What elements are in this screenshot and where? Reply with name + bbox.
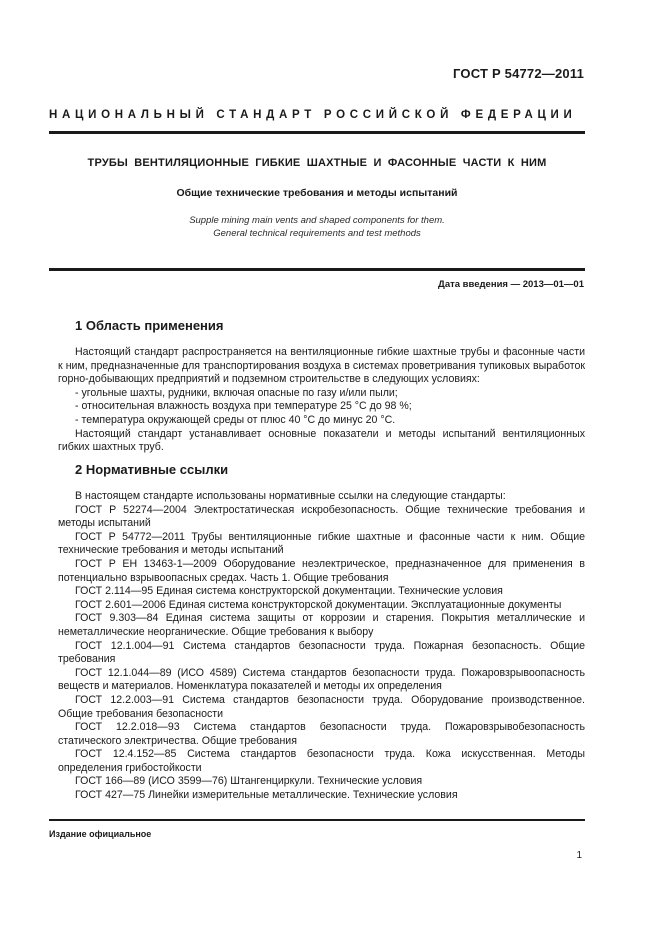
bullet-item: - температура окружающей среды от плюс 40 °С до минус 20 °С. <box>75 413 396 426</box>
header-rule <box>49 131 585 134</box>
document-id: ГОСТ Р 54772—2011 <box>453 66 584 81</box>
section-2-intro: В настоящем стандарте использованы нормативные ссылки на следующие стандарты: <box>75 490 506 502</box>
reference-item: ГОСТ 12.2.003—91 Система стандартов безопасности труда. Оборудование производственное. Общие требования безопасности <box>58 693 585 720</box>
english-title-line-2: General technical requirements and test methods <box>213 228 421 239</box>
reference-item: ГОСТ 9.303—84 Единая система защиты от коррозии и старения. Покрытия металлические и неметаллические неорганические. Общие требования к выбору <box>58 612 585 638</box>
reference-item: ГОСТ 12.4.152—85 Система стандартов безопасности труда. Кожа искусственная. Методы определения грибостойкости <box>58 748 585 774</box>
reference-item: ГОСТ 2.114—95 Единая система конструкторской документации. Технические условия <box>75 585 503 598</box>
section-1-paragraph: Настоящий стандарт распространяется на вентиляционные гибкие шахтные трубы и фасонные части к ним, предназначенные для транспортирования воздуха в системах проветривания тупиковых выработок горно-добывающих предприятий и подземном строительстве в следующих условиях: <box>58 346 585 386</box>
bullet-item: - относительная влажность воздуха при температуре 25 °С до 98 %; <box>75 400 412 413</box>
footer-rule <box>49 819 585 821</box>
introduction-date: Дата введения — 2013—01—01 <box>438 279 584 290</box>
document-title: ТРУБЫ ВЕНТИЛЯЦИОННЫЕ ГИБКИЕ ШАХТНЫЕ И ФАСОННЫЕ ЧАСТИ К НИМ <box>87 157 547 169</box>
bullet-item: - угольные шахты, рудники, включая опасные по газу и/или пыли; <box>75 386 398 399</box>
document-subtitle: Общие технические требования и методы испытаний <box>176 187 458 199</box>
reference-item: ГОСТ 166—89 (ИСО 3599—76) Штангенциркули. Технические условия <box>75 775 423 788</box>
section-1-body <box>58 346 585 455</box>
edition-label: Издание официальное <box>49 829 152 839</box>
section-2-heading: 2 Нормативные ссылки <box>75 462 229 477</box>
reference-item: ГОСТ 427—75 Линейки измерительные металлические. Технические условия <box>75 789 458 802</box>
reference-item: ГОСТ Р ЕН 13463-1—2009 Оборудование неэлектрическое, предназначенное для применения в потенциально взрывоопасных средах. Часть 1. Общие требования <box>58 557 585 584</box>
english-title <box>49 214 585 240</box>
reference-item: ГОСТ Р 54772—2011 Трубы вентиляционные гибкие шахтные и фасонные части к ним. Общие технические требования и методы испытаний <box>58 530 585 557</box>
english-title-line-1: Supple mining main vents and shaped components for them. <box>189 215 445 226</box>
section-2-body <box>58 490 585 803</box>
title-rule <box>49 268 585 271</box>
reference-item: ГОСТ 12.1.044—89 (ИСО 4589) Система стандартов безопасности труда. Пожаровзрывоопасность веществ и материалов. Номенклатура показателей и методы их определения <box>58 666 585 693</box>
page-number: 1 <box>576 850 582 861</box>
reference-item: ГОСТ 12.2.018—93 Система стандартов безопасности труда. Пожаровзрывобезопасность статического электричества. Общие требования <box>58 721 585 747</box>
section-1-paragraph: Настоящий стандарт устанавливает основные показатели и методы испытаний вентиляционных гибких шахтных труб. <box>58 427 585 454</box>
section-1-heading: 1 Область применения <box>75 318 224 333</box>
national-standard-heading: НАЦИОНАЛЬНЫЙ СТАНДАРТ РОССИЙСКОЙ ФЕДЕРАЦИИ <box>49 109 577 121</box>
reference-item: ГОСТ Р 52274—2004 Электростатическая искробезопасность. Общие технические требования и методы испытаний <box>58 503 585 530</box>
reference-item: ГОСТ 2.601—2006 Единая система конструкторской документации. Эксплуатационные документы <box>75 598 562 611</box>
reference-item: ГОСТ 12.1.004—91 Система стандартов безопасности труда. Пожарная безопасность. Общие требования <box>58 639 585 666</box>
